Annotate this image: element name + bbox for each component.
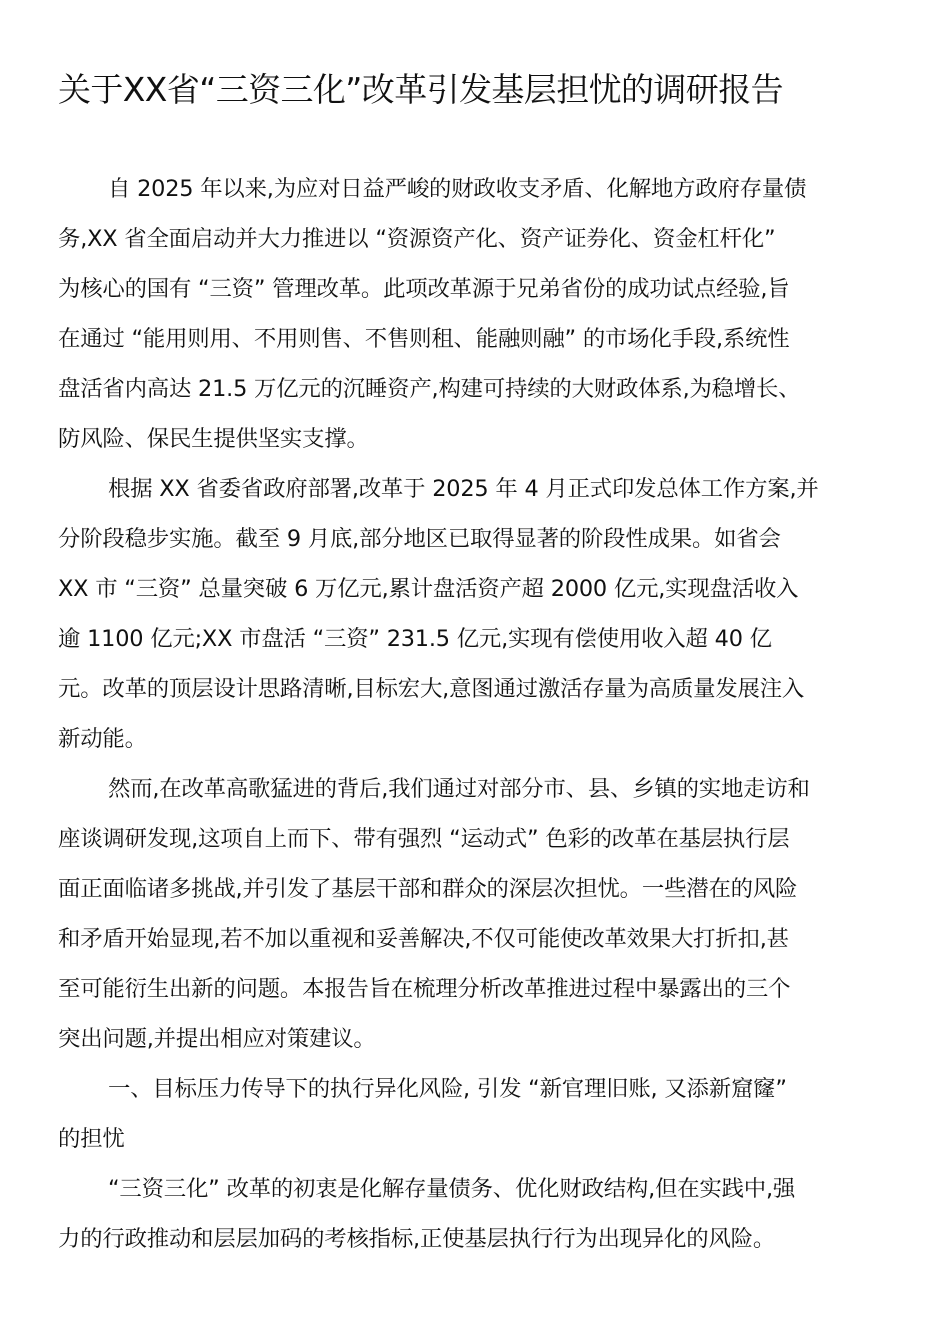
text-line: XX 市 “三资” 总量突破 6 万亿元,累计盘活资产超 2000 亿元,实现盘活收入 bbox=[58, 576, 799, 602]
paragraph-concerns bbox=[58, 764, 894, 1064]
text-line: 自 2025 年以来,为应对日益严峻的财政收支矛盾、化解地方政府存量债 bbox=[108, 176, 807, 202]
text-line: 元。改革的顶层设计思路清晰,目标宏大,意图通过激活存量为高质量发展注入 bbox=[58, 676, 805, 702]
text-line: 分阶段稳步实施。截至 9 月底,部分地区已取得显著的阶段性成果。如省会 bbox=[58, 526, 781, 552]
section-heading-1 bbox=[58, 1064, 894, 1164]
heading-line: 的担忧 bbox=[58, 1126, 125, 1152]
text-line: 防风险、保民生提供坚实支撑。 bbox=[58, 426, 369, 452]
text-line: 务,XX 省全面启动并大力推进以 “资源资产化、资产证券化、资金杠杆化” bbox=[58, 226, 776, 252]
text-line: 为核心的国有 “三资” 管理改革。此项改革源于兄弟省份的成功试点经验,旨 bbox=[58, 276, 790, 302]
paragraph-intro bbox=[58, 164, 894, 464]
text-line: “三资三化” 改革的初衷是化解存量债务、优化财政结构,但在实践中,强 bbox=[108, 1176, 796, 1202]
text-line: 座谈调研发现,这项自上而下、带有强烈 “运动式” 色彩的改革在基层执行层 bbox=[58, 826, 790, 852]
document-body bbox=[58, 164, 894, 1264]
text-line: 至可能衍生出新的问题。本报告旨在梳理分析改革推进过程中暴露出的三个 bbox=[58, 976, 791, 1002]
text-line: 盘活省内高达 21.5 万亿元的沉睡资产,构建可持续的大财政体系,为稳增长、 bbox=[58, 376, 801, 402]
text-line: 在通过 “能用则用、不用则售、不售则租、能融则融” 的市场化手段,系统性 bbox=[58, 326, 790, 352]
text-line: 新动能。 bbox=[58, 726, 147, 752]
text-line: 然而,在改革高歌猛进的背后,我们通过对部分市、县、乡镇的实地走访和 bbox=[108, 776, 810, 802]
paragraph-progress bbox=[58, 464, 894, 764]
text-line: 逾 1100 亿元;XX 市盘活 “三资” 231.5 亿元,实现有偿使用收入超 40 亿 bbox=[58, 626, 772, 652]
text-line: 力的行政推动和层层加码的考核指标,正使基层执行行为出现异化的风险。 bbox=[58, 1226, 776, 1252]
text-line: 面正面临诸多挑战,并引发了基层干部和群众的深层次担忧。一些潜在的风险 bbox=[58, 876, 798, 902]
text-line: 和矛盾开始显现,若不加以重视和妥善解决,不仅可能使改革效果大打折扣,甚 bbox=[58, 926, 789, 952]
text-line: 突出问题,并提出相应对策建议。 bbox=[58, 1026, 376, 1052]
text-line: 根据 XX 省委省政府部署,改革于 2025 年 4 月正式印发总体工作方案,并 bbox=[108, 476, 819, 502]
paragraph-section-1 bbox=[58, 1164, 894, 1264]
heading-line: 一、目标压力传导下的执行异化风险, 引发 “新官理旧账, 又添新窟窿” bbox=[108, 1076, 787, 1102]
document-title: 关于XX省“三资三化”改革引发基层担忧的调研报告 bbox=[58, 70, 784, 109]
